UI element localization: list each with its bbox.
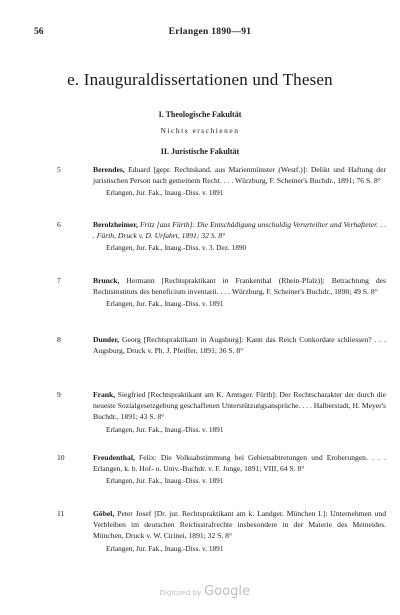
entry-text: Siegfried [Rechtspraktikant am K. Amtsger. Fürth]: Der Rechtscharakter der durch die neueste Sozialgesetzgebung geschaffenen Unterstützungsansprüche. . . . Halberstadt, H. Meyer's Buchdr., 1891; 43 S. 8°	[93, 390, 386, 422]
entry-number: 8	[57, 335, 61, 344]
entry-author: Frank,	[93, 390, 116, 399]
entry-number: 11	[57, 509, 65, 518]
entry-note: Erlangen, Jur. Fak., Inaug.-Diss. v. 1891	[106, 299, 224, 309]
entry-text: Georg [Rechtspraktikant in Augsburg]: Kann das Reich Conkordate schliessen? . . . Augsburg, Druck v. Ph. J. Pfeiffer, 1891; 36 S. 8°	[93, 335, 386, 356]
running-title: Erlangen 1890—91	[168, 27, 252, 37]
entry-number: 10	[57, 453, 65, 462]
entry-author: Berendes,	[93, 165, 125, 174]
entry-note: Erlangen, Jur. Fak., Inaug.-Diss. v. 1891	[106, 424, 224, 434]
entry-author: Dumler,	[93, 335, 120, 344]
watermark-prefix: Digitized by	[159, 589, 202, 597]
page-number: 56	[34, 27, 44, 37]
google-logo: Google	[204, 584, 250, 599]
entry-note: Erlangen, Jur. Fak., Inaug.-Diss. v. 1891	[106, 543, 224, 553]
entry-number: 5	[57, 165, 61, 174]
entry-text: Eduard [gepr. Rechtskand. aus Marienmünster (Westf.)]: Delikt und Haftung der juristischen Person nach gemeinem Recht. . . . Würzburg, F. Scheiner's Buchdr., 1891; 76 S. 8°	[93, 165, 386, 186]
running-header	[34, 27, 386, 39]
entry-number: 7	[57, 276, 61, 285]
section-heading-law: II. Juristische Fakultät	[160, 147, 240, 156]
entry-text: Felix: Die Volksabstimmung bei Gebietsabtretungen und Eroberungen. . . . Erlangen, k. b. Hof- u. Univ.-Buchdr. v. F. Junge, 1891; VIII, 64 S. 8°	[93, 453, 386, 474]
entry-text: Fritz [aus Fürth]: Die Entschädigung unschuldig Verurteilter und Verhafteter. . . . Fürth, Druck v. D. Urfahrt, 1891; 32 S. 8°	[93, 220, 386, 241]
entry-text: Peter Josef [Dr. jur. Rechtspraktikant am k. Landger. München I.]: Unternehmen und Verbleiben im deutschen Reichsstrafrechte insbesondere in der Materie des Meineides. München, Druck v. W. Cirinei, 1891; 32 S. 8°	[93, 509, 386, 541]
entry-author: Göbel,	[93, 509, 115, 518]
entry-text: Hermann [Rechtspraktikant in Frankenthal (Rhein-Pfalz)]: Betrachtung des Rechtsinstituts des beneficium inventarii. . . . Würzburg, F. Scheiner's Buchdr., 1890; 49 S. 8°	[93, 276, 386, 297]
entry-note: Erlangen, Jur. Fak., Inaug.-Diss. v. 1891	[106, 476, 224, 486]
page-title: e. Inauguraldissertationen und Thesen	[67, 70, 333, 89]
section-note: Nichts erschienen	[160, 126, 240, 135]
entry-author: Brunck,	[93, 276, 120, 285]
entry-author: Berolzheimer,	[93, 220, 138, 229]
section-heading-theology: I. Theologische Fakultät	[158, 110, 242, 119]
google-watermark	[160, 580, 251, 599]
entry-note: Erlangen, Jur. Fak., Inaug.-Diss. v. 3. Dez. 1890	[106, 243, 247, 253]
entry-author: Freudenthal,	[93, 453, 135, 462]
entry-number: 9	[57, 390, 61, 399]
entry-note: Erlangen, Jur. Fak., Inaug.-Diss. v. 1891	[106, 188, 224, 198]
entry-number: 6	[57, 220, 61, 229]
